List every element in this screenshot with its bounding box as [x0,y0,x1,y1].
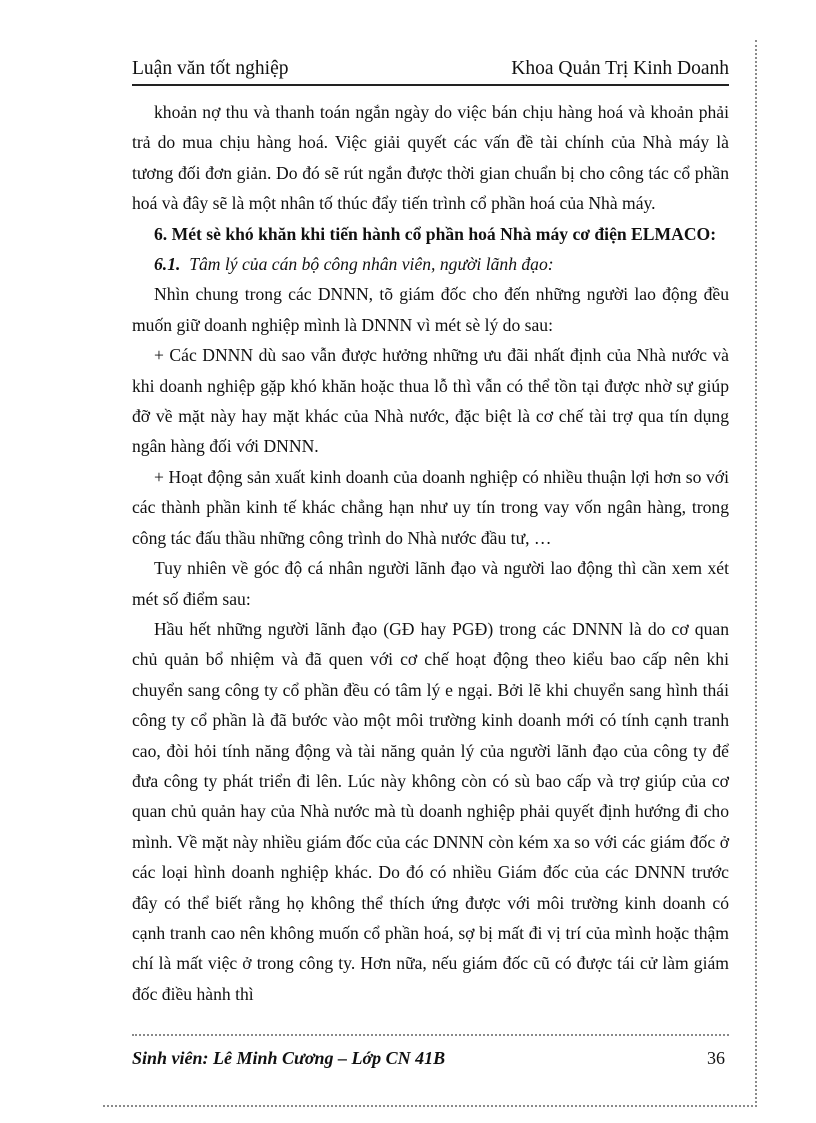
page-footer [132,1048,729,1069]
page-header [132,50,729,86]
paragraph-intro: khoản nợ thu và thanh toán ngắn ngày do việc bán chịu hàng hoá và khoản phải trả do mua chịu hàng hoá. Việc giải quyết các vấn đề tài chính của Nhà máy là tương đối đơn giản. Do đó sẽ rút ngắn được thời gian chuẩn bị cho công tác cổ phần hoá và đây sẽ là một nhân tố thúc đẩy tiến trình cổ phần hoá của Nhà máy. [132,102,729,214]
paragraph: + Các DNNN dù sao vẫn được hưởng những ưu đãi nhất định của Nhà nước và khi doanh nghiệp gặp khó khăn hoặc thua lỗ thì vẫn có thể tồn tại được nhờ sự giúp đỡ về mặt này hay mặt khác của Nhà nước, đặc biệt là cơ chế tài trợ qua tín dụng ngân hàng đối với DNNN. [132,345,729,457]
header-thesis-title: Luận văn tốt nghiệp [132,58,289,79]
subsection-heading [132,249,729,279]
body-text [132,97,729,1009]
paragraph: + Hoạt động sản xuất kinh doanh của doanh nghiệp có nhiều thuận lợi hơn so với các thành phần kinh tế khác chẳng hạn như uy tín trong vay vốn ngân hàng, trong công tác đấu thầu những công trình do Nhà nước đầu tư, … [132,466,729,548]
header-faculty: Khoa Quản Trị Kinh Doanh [511,58,729,79]
footer-student: Sinh viên: Lê Minh Cương – Lớp CN 41B [132,1048,446,1068]
paragraph: Tuy nhiên về góc độ cá nhân người lãnh đạo và người lao động thì cần xem xét mét số điểm sau: [132,558,729,609]
page-number: 36 [707,1048,725,1068]
subsection-number: 6.1. [154,254,181,275]
section-heading: 6. Mét sè khó khăn khi tiến hành cổ phần hoá Nhà máy cơ điện ELMACO: [154,223,717,244]
paragraph: Hầu hết những người lãnh đạo (GĐ hay PGĐ) trong các DNNN là do cơ quan chủ quản bổ nhiệm và đã quen với cơ chế hoạt động theo kiểu bao cấp nên khi chuyển sang công ty cổ phần đều có tâm lý e ngại. Bởi lẽ khi chuyển sang hình thái công ty cổ phần là đã bước vào một môi trường kinh doanh mới có tính cạnh tranh cao, đòi hỏi tính năng động và tài năng quản lý của người lãnh đạo của công ty để đưa công ty phát triển đi lên. Lúc này không còn có sù bao cấp và trợ giúp của cơ quan chủ quản hay của Nhà nước mà tù doanh nghiệp phải quyết định hướng đi cho mình. Về mặt này nhiều giám đốc của các DNNN còn kém xa so với các giám đốc ở các loại hình doanh nghiệp khác. Do đó có nhiều Giám đốc của các DNNN trước đây có thể biết rằng họ không thể thích ứng được với môi trường kinh doanh có cạnh tranh cao nên không muốn cổ phần hoá, sợ bị mất đi vị trí của mình hoặc thậm chí là mất việc ở trong công ty. Hơn nữa, nếu giám đốc cũ có được tái cử làm giám đốc điều hành thì [132,618,729,1004]
footer-divider [132,1034,729,1036]
subsection-title: Tâm lý của cán bộ công nhân viên, người lãnh đạo: [189,254,554,275]
paragraph: Nhìn chung trong các DNNN, tõ giám đốc cho đến những người lao động đều muốn giữ doanh nghiệp mình là DNNN vì mét sè lý do sau: [132,284,729,335]
